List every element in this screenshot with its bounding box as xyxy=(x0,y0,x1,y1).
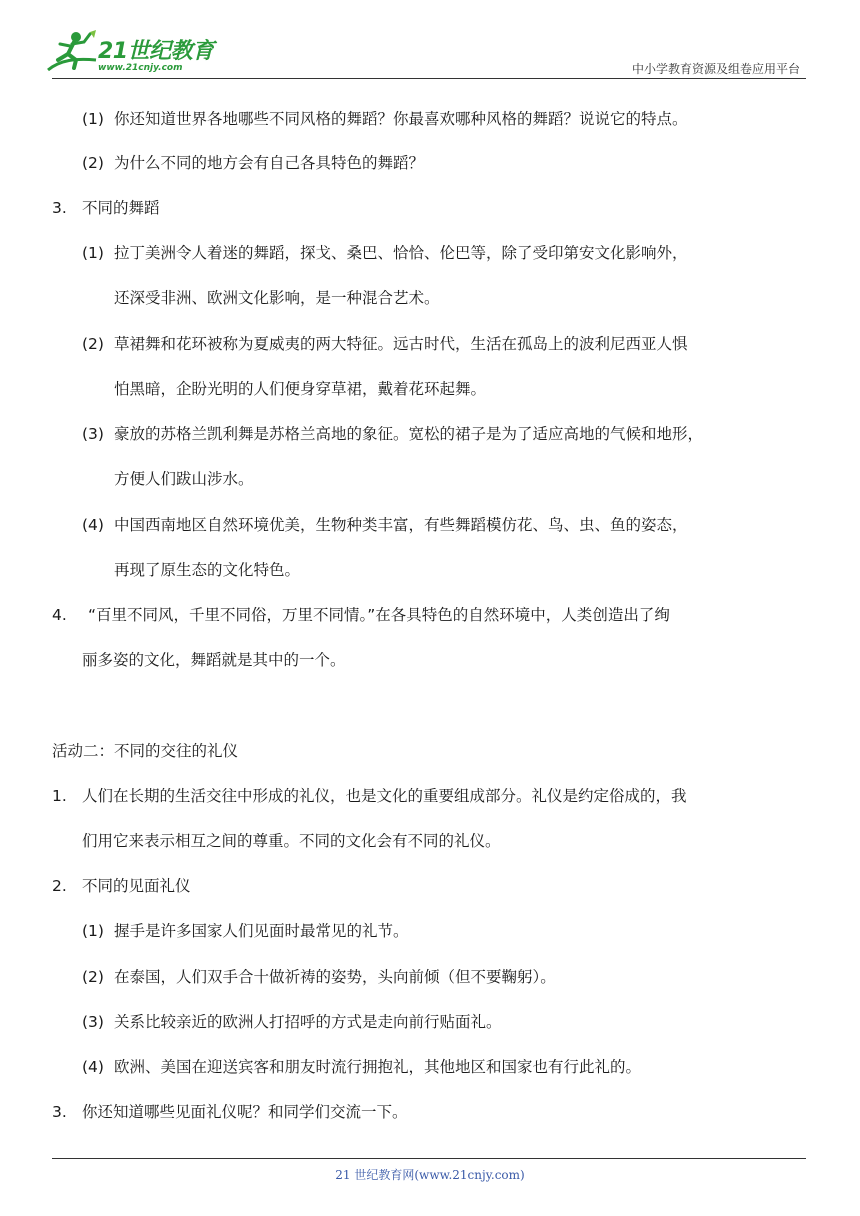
logo-url: www.21cnjy.com xyxy=(98,63,183,73)
item-number: (4) xyxy=(82,516,104,534)
footer-divider xyxy=(52,1158,806,1159)
item-number: (4) xyxy=(82,1058,104,1076)
runner-logo-icon xyxy=(46,30,98,76)
item-number: (3) xyxy=(82,1013,104,1031)
section-heading xyxy=(52,784,687,808)
item-text: 在泰国，人们双手合十做祈祷的姿势，头向前倾（但不要鞠躬）。 xyxy=(114,968,556,986)
dance-item xyxy=(82,422,704,446)
header-divider xyxy=(52,78,806,79)
item-text-line2: 方便人们跋山涉水。 xyxy=(114,470,254,488)
item-number: (2) xyxy=(82,154,104,172)
item-number: (1) xyxy=(82,110,104,128)
section-text-line1: 人们在长期的生活交往中形成的礼仪，也是文化的重要组成部分。礼仪是约定俗成的，我 xyxy=(82,787,687,805)
question-item xyxy=(82,151,425,175)
item-number: (3) xyxy=(82,425,104,443)
section-heading xyxy=(52,874,191,898)
page-header xyxy=(0,0,860,82)
dance-item xyxy=(82,332,688,356)
page-footer: 21 世纪教育网(www.21cnjy.com) xyxy=(335,1168,525,1182)
section-number: 3. xyxy=(52,199,67,217)
item-text-line1: 豪放的苏格兰凯利舞是苏格兰高地的象征。宽松的裙子是为了适应高地的气候和地形， xyxy=(114,425,704,443)
etiquette-item xyxy=(82,919,409,943)
item-text-line2: 再现了原生态的文化特色。 xyxy=(114,561,301,579)
item-text-line1: 中国西南地区自然环境优美，生物种类丰富，有些舞蹈模仿花、鸟、虫、鱼的姿态， xyxy=(114,516,688,534)
section-heading xyxy=(52,603,670,627)
question-item xyxy=(82,107,688,131)
item-number: (1) xyxy=(82,922,104,940)
section-number: 3. xyxy=(52,1103,67,1121)
etiquette-item xyxy=(82,1055,642,1079)
etiquette-item xyxy=(82,1010,502,1034)
item-text-line1: 草裙舞和花环被称为夏威夷的两大特征。远古时代，生活在孤岛上的波利尼西亚人惧 xyxy=(114,335,688,353)
section-text-line1: “百里不同风，千里不同俗，万里不同情。”在各具特色的自然环境中，人类创造出了绚 xyxy=(88,606,670,624)
section-text-line2: 丽多姿的文化，舞蹈就是其中的一个。 xyxy=(82,651,346,669)
item-text: 欧洲、美国在迎送宾客和朋友时流行拥抱礼，其他地区和国家也有行此礼的。 xyxy=(114,1058,642,1076)
section-heading xyxy=(52,1100,408,1124)
item-number: (1) xyxy=(82,244,104,262)
section-heading xyxy=(52,196,160,220)
section-text: 不同的舞蹈 xyxy=(82,199,160,217)
dance-item xyxy=(82,513,688,537)
section-number: 1. xyxy=(52,787,67,805)
item-text: 你还知道世界各地哪些不同风格的舞蹈？你最喜欢哪种风格的舞蹈？说说它的特点。 xyxy=(114,110,688,128)
section-text-line2: 们用它来表示相互之间的尊重。不同的文化会有不同的礼仪。 xyxy=(82,832,501,850)
item-number: (2) xyxy=(82,335,104,353)
item-text: 握手是许多国家人们见面时最常见的礼节。 xyxy=(114,922,409,940)
etiquette-item xyxy=(82,965,556,989)
section-text: 不同的见面礼仪 xyxy=(82,877,191,895)
section-number: 2. xyxy=(52,877,67,895)
item-number: (2) xyxy=(82,968,104,986)
item-text-line1: 拉丁美洲令人着迷的舞蹈，探戈、桑巴、恰恰、伦巴等，除了受印第安文化影响外， xyxy=(114,244,688,262)
section-text: 你还知道哪些见面礼仪呢？和同学们交流一下。 xyxy=(82,1103,408,1121)
site-logo xyxy=(46,30,216,80)
item-text: 关系比较亲近的欧洲人打招呼的方式是走向前行贴面礼。 xyxy=(114,1013,502,1031)
item-text-line2: 怕黑暗，企盼光明的人们便身穿草裙，戴着花环起舞。 xyxy=(114,380,487,398)
logo-text: 21世纪教育 xyxy=(98,39,214,64)
item-text: 为什么不同的地方会有自己各具特色的舞蹈？ xyxy=(114,154,425,172)
item-text-line2: 还深受非洲、欧洲文化影响，是一种混合艺术。 xyxy=(114,289,440,307)
activity-heading: 活动二：不同的交往的礼仪 xyxy=(52,742,239,760)
dance-item xyxy=(82,241,688,265)
section-number: 4. xyxy=(52,606,67,624)
header-platform-title: 中小学教育资源及组卷应用平台 xyxy=(631,62,800,76)
